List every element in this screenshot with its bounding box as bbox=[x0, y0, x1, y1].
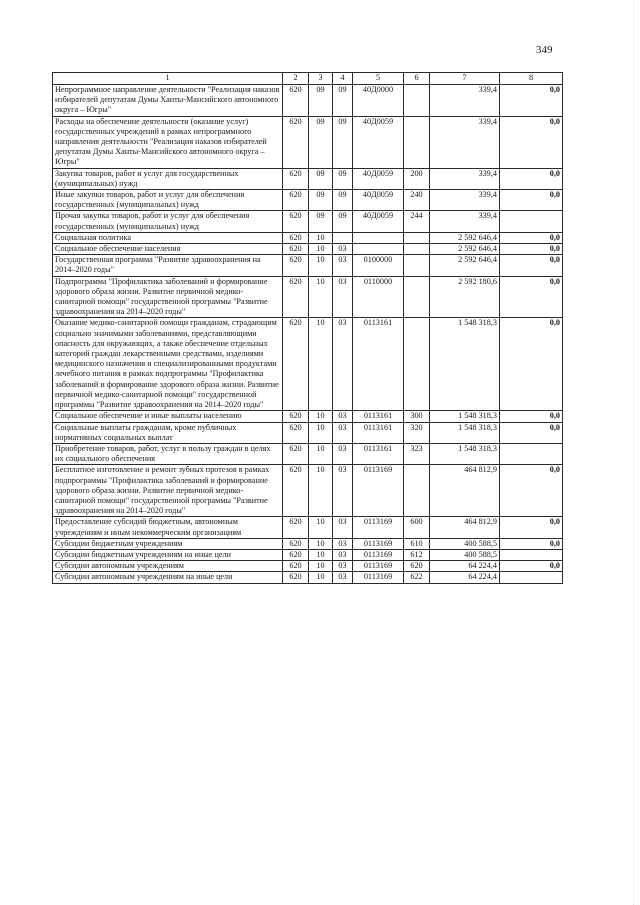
header-cell: 5 bbox=[353, 73, 404, 85]
expense-name-cell: Закупка товаров, работ и услуг для государственных (муниципальных) нужд bbox=[53, 168, 283, 189]
subsection-code-cell: 09 bbox=[333, 190, 353, 211]
ministry-code-cell: 620 bbox=[283, 211, 309, 232]
target-code-cell: 0113161 bbox=[353, 443, 404, 464]
extra-amount-cell: 0,0 bbox=[500, 232, 563, 243]
extra-amount-cell bbox=[500, 572, 563, 583]
section-code-cell: 10 bbox=[309, 255, 333, 276]
subsection-code-cell: 03 bbox=[333, 318, 353, 411]
extra-amount-cell: 0,0 bbox=[500, 561, 563, 572]
subsection-code-cell: 09 bbox=[333, 85, 353, 117]
subsection-code-cell: 03 bbox=[333, 411, 353, 422]
expense-name-cell: Социальное обеспечение и иные выплаты населению bbox=[53, 411, 283, 422]
table-row bbox=[53, 168, 563, 189]
expense-name-cell: Расходы на обеспечение деятельности (оказание услуг) государственных учреждений в рамках непрограммного направления деятельности "Реализация наказов избирателей депутатам Думы Ханты-Мансийского автономного округа – Югры" bbox=[53, 116, 283, 168]
target-code-cell: 40Д0059 bbox=[353, 211, 404, 232]
extra-amount-cell: 0,0 bbox=[500, 517, 563, 538]
subsection-code-cell: 03 bbox=[333, 572, 353, 583]
expense-name-cell: Субсидии автономным учреждениям bbox=[53, 561, 283, 572]
ministry-code-cell: 620 bbox=[283, 411, 309, 422]
subsection-code-cell: 03 bbox=[333, 276, 353, 318]
budget-table bbox=[52, 72, 563, 584]
table-row bbox=[53, 465, 563, 517]
ministry-code-cell: 620 bbox=[283, 517, 309, 538]
expense-name-cell: Предоставление субсидий бюджетным, автономным учреждениям и иным некоммерческим организациям bbox=[53, 517, 283, 538]
section-code-cell: 09 bbox=[309, 211, 333, 232]
section-code-cell: 10 bbox=[309, 561, 333, 572]
extra-amount-cell: 0,0 bbox=[500, 85, 563, 117]
expense-type-cell: 620 bbox=[404, 561, 430, 572]
ministry-code-cell: 620 bbox=[283, 168, 309, 189]
target-code-cell: 40Д0059 bbox=[353, 168, 404, 189]
expense-type-cell: 240 bbox=[404, 190, 430, 211]
expense-name-cell: Субсидии бюджетным учреждениям на иные цели bbox=[53, 549, 283, 560]
expense-name-cell: Бесплатное изготовление и ремонт зубных протезов в рамках подпрограммы "Профилактика заболеваний и формирование здорового образа жизни. Развитие первичной медико-санитарной помощи" государственной программы "Развитие здравоохранения на 2014–2020 годы" bbox=[53, 465, 283, 517]
expense-name-cell: Субсидии автономным учреждениям на иные цели bbox=[53, 572, 283, 583]
expense-name-cell: Непрограммное направление деятельности "Реализация наказов избирателей депутатам Думы Ханты-Мансийского автономного округа – Югры" bbox=[53, 85, 283, 117]
ministry-code-cell: 620 bbox=[283, 190, 309, 211]
section-code-cell: 09 bbox=[309, 116, 333, 168]
subsection-code-cell: 09 bbox=[333, 116, 353, 168]
extra-amount-cell: 0,0 bbox=[500, 168, 563, 189]
target-code-cell: 40Д0059 bbox=[353, 190, 404, 211]
table-row bbox=[53, 538, 563, 549]
expense-type-cell: 622 bbox=[404, 572, 430, 583]
expense-type-cell: 600 bbox=[404, 517, 430, 538]
expense-type-cell: 200 bbox=[404, 168, 430, 189]
target-code-cell: 0100000 bbox=[353, 255, 404, 276]
ministry-code-cell: 620 bbox=[283, 255, 309, 276]
target-code-cell: 0113161 bbox=[353, 422, 404, 443]
subsection-code-cell: 03 bbox=[333, 244, 353, 255]
amount-cell: 1 548 318,3 bbox=[430, 422, 500, 443]
section-code-cell: 10 bbox=[309, 422, 333, 443]
subsection-code-cell: 03 bbox=[333, 549, 353, 560]
ministry-code-cell: 620 bbox=[283, 549, 309, 560]
table-row bbox=[53, 276, 563, 318]
table-body bbox=[53, 85, 563, 584]
table-row bbox=[53, 255, 563, 276]
expense-type-cell bbox=[404, 244, 430, 255]
ministry-code-cell: 620 bbox=[283, 465, 309, 517]
section-code-cell: 09 bbox=[309, 168, 333, 189]
table-row bbox=[53, 244, 563, 255]
expense-name-cell: Социальные выплаты гражданам, кроме публичных нормативных социальных выплат bbox=[53, 422, 283, 443]
expense-type-cell: 610 bbox=[404, 538, 430, 549]
table-row bbox=[53, 411, 563, 422]
subsection-code-cell: 09 bbox=[333, 211, 353, 232]
expense-type-cell: 300 bbox=[404, 411, 430, 422]
target-code-cell: 0113161 bbox=[353, 318, 404, 411]
table-row bbox=[53, 517, 563, 538]
ministry-code-cell: 620 bbox=[283, 85, 309, 117]
table-row bbox=[53, 116, 563, 168]
extra-amount-cell: 0,0 bbox=[500, 244, 563, 255]
ministry-code-cell: 620 bbox=[283, 318, 309, 411]
expense-type-cell bbox=[404, 465, 430, 517]
subsection-code-cell: 03 bbox=[333, 465, 353, 517]
extra-amount-cell bbox=[500, 443, 563, 464]
target-code-cell bbox=[353, 244, 404, 255]
table-row bbox=[53, 318, 563, 411]
ministry-code-cell: 620 bbox=[283, 443, 309, 464]
extra-amount-cell: 0,0 bbox=[500, 422, 563, 443]
header-row bbox=[53, 73, 563, 85]
expense-type-cell bbox=[404, 276, 430, 318]
amount-cell: 339,4 bbox=[430, 168, 500, 189]
scan-margin bbox=[629, 0, 634, 905]
expense-type-cell: 244 bbox=[404, 211, 430, 232]
table-row bbox=[53, 443, 563, 464]
table-row bbox=[53, 561, 563, 572]
amount-cell: 2 592 646,4 bbox=[430, 244, 500, 255]
subsection-code-cell bbox=[333, 232, 353, 243]
section-code-cell: 10 bbox=[309, 538, 333, 549]
header-cell: 3 bbox=[309, 73, 333, 85]
amount-cell: 1 548 318,3 bbox=[430, 318, 500, 411]
section-code-cell: 10 bbox=[309, 517, 333, 538]
amount-cell: 464 812,9 bbox=[430, 517, 500, 538]
section-code-cell: 10 bbox=[309, 232, 333, 243]
header-cell: 2 bbox=[283, 73, 309, 85]
section-code-cell: 10 bbox=[309, 244, 333, 255]
target-code-cell: 0110000 bbox=[353, 276, 404, 318]
amount-cell: 339,4 bbox=[430, 116, 500, 168]
section-code-cell: 10 bbox=[309, 443, 333, 464]
subsection-code-cell: 03 bbox=[333, 517, 353, 538]
table-row bbox=[53, 85, 563, 117]
header-cell: 1 bbox=[53, 73, 283, 85]
extra-amount-cell: 0,0 bbox=[500, 276, 563, 318]
expense-type-cell: 323 bbox=[404, 443, 430, 464]
extra-amount-cell: 0,0 bbox=[500, 255, 563, 276]
table-row bbox=[53, 549, 563, 560]
amount-cell: 2 592 180,6 bbox=[430, 276, 500, 318]
ministry-code-cell: 620 bbox=[283, 232, 309, 243]
section-code-cell: 09 bbox=[309, 85, 333, 117]
table-row bbox=[53, 572, 563, 583]
subsection-code-cell: 03 bbox=[333, 561, 353, 572]
target-code-cell: 0113169 bbox=[353, 517, 404, 538]
amount-cell: 400 588,5 bbox=[430, 538, 500, 549]
extra-amount-cell bbox=[500, 211, 563, 232]
section-code-cell: 10 bbox=[309, 411, 333, 422]
amount-cell: 1 548 318,3 bbox=[430, 411, 500, 422]
expense-name-cell: Приобретение товаров, работ, услуг в пользу граждан в целях их социального обеспечения bbox=[53, 443, 283, 464]
table-row bbox=[53, 422, 563, 443]
amount-cell: 64 224,4 bbox=[430, 561, 500, 572]
expense-name-cell: Социальное обеспечение населения bbox=[53, 244, 283, 255]
section-code-cell: 09 bbox=[309, 190, 333, 211]
target-code-cell: 0113169 bbox=[353, 549, 404, 560]
subsection-code-cell: 03 bbox=[333, 255, 353, 276]
expense-type-cell bbox=[404, 232, 430, 243]
header-cell: 4 bbox=[333, 73, 353, 85]
section-code-cell: 10 bbox=[309, 318, 333, 411]
target-code-cell: 40Д0000 bbox=[353, 85, 404, 117]
expense-type-cell bbox=[404, 116, 430, 168]
section-code-cell: 10 bbox=[309, 465, 333, 517]
ministry-code-cell: 620 bbox=[283, 276, 309, 318]
expense-name-cell: Прочая закупка товаров, работ и услуг для обеспечения государственных (муниципальных) нужд bbox=[53, 211, 283, 232]
extra-amount-cell: 0,0 bbox=[500, 190, 563, 211]
expense-type-cell: 612 bbox=[404, 549, 430, 560]
subsection-code-cell: 03 bbox=[333, 422, 353, 443]
ministry-code-cell: 620 bbox=[283, 572, 309, 583]
target-code-cell: 0113169 bbox=[353, 561, 404, 572]
header-cell: 6 bbox=[404, 73, 430, 85]
extra-amount-cell: 0,0 bbox=[500, 538, 563, 549]
extra-amount-cell: 0,0 bbox=[500, 465, 563, 517]
page-number: 349 bbox=[536, 44, 553, 56]
table-row bbox=[53, 232, 563, 243]
target-code-cell: 0113169 bbox=[353, 538, 404, 549]
header-cell: 8 bbox=[500, 73, 563, 85]
subsection-code-cell: 03 bbox=[333, 538, 353, 549]
amount-cell: 1 548 318,3 bbox=[430, 443, 500, 464]
target-code-cell: 0113169 bbox=[353, 572, 404, 583]
expense-name-cell: Субсидии бюджетным учреждениям bbox=[53, 538, 283, 549]
ministry-code-cell: 620 bbox=[283, 422, 309, 443]
expense-type-cell: 320 bbox=[404, 422, 430, 443]
section-code-cell: 10 bbox=[309, 572, 333, 583]
amount-cell: 339,4 bbox=[430, 190, 500, 211]
table-row bbox=[53, 190, 563, 211]
table-row bbox=[53, 211, 563, 232]
amount-cell: 64 224,4 bbox=[430, 572, 500, 583]
amount-cell: 2 592 646,4 bbox=[430, 232, 500, 243]
expense-name-cell: Подпрограмма "Профилактика заболеваний и формирование здорового образа жизни. Развитие первичной медико-санитарной помощи" государственной программы "Развитие здравоохранения на 2014–2020 годы" bbox=[53, 276, 283, 318]
expense-type-cell bbox=[404, 318, 430, 411]
extra-amount-cell: 0,0 bbox=[500, 116, 563, 168]
ministry-code-cell: 620 bbox=[283, 561, 309, 572]
amount-cell: 400 588,5 bbox=[430, 549, 500, 560]
header-cell: 7 bbox=[430, 73, 500, 85]
ministry-code-cell: 620 bbox=[283, 244, 309, 255]
expense-name-cell: Иные закупки товаров, работ и услуг для обеспечения государственных (муниципальных) нужд bbox=[53, 190, 283, 211]
extra-amount-cell bbox=[500, 549, 563, 560]
target-code-cell: 0113169 bbox=[353, 465, 404, 517]
amount-cell: 339,4 bbox=[430, 85, 500, 117]
expense-name-cell: Оказание медико-санитарной помощи гражданам, страдающим социально значимыми заболеваниями, представляющими опасность для окружающих, а также обеспечение отдельных категорий граждан лекарственными средствами, изделиями медицинского назначения и специализированными продуктами лечебного питания в рамках подпрограммы "Профилактика заболеваний и формирование здорового образа жизни. Развитие первичной медико-санитарной помощи" государственной программы "Развитие здравоохранения на 2014–2020 годы" bbox=[53, 318, 283, 411]
target-code-cell: 40Д0059 bbox=[353, 116, 404, 168]
section-code-cell: 10 bbox=[309, 549, 333, 560]
amount-cell: 464 812,9 bbox=[430, 465, 500, 517]
expense-type-cell bbox=[404, 255, 430, 276]
expense-type-cell bbox=[404, 85, 430, 117]
section-code-cell: 10 bbox=[309, 276, 333, 318]
expense-name-cell: Социальная политика bbox=[53, 232, 283, 243]
expense-name-cell: Государственная программа "Развитие здравоохранения на 2014–2020 годы" bbox=[53, 255, 283, 276]
ministry-code-cell: 620 bbox=[283, 538, 309, 549]
subsection-code-cell: 09 bbox=[333, 168, 353, 189]
amount-cell: 2 592 646,4 bbox=[430, 255, 500, 276]
extra-amount-cell: 0,0 bbox=[500, 318, 563, 411]
target-code-cell bbox=[353, 232, 404, 243]
target-code-cell: 0113161 bbox=[353, 411, 404, 422]
subsection-code-cell: 03 bbox=[333, 443, 353, 464]
amount-cell: 339,4 bbox=[430, 211, 500, 232]
extra-amount-cell: 0,0 bbox=[500, 411, 563, 422]
ministry-code-cell: 620 bbox=[283, 116, 309, 168]
